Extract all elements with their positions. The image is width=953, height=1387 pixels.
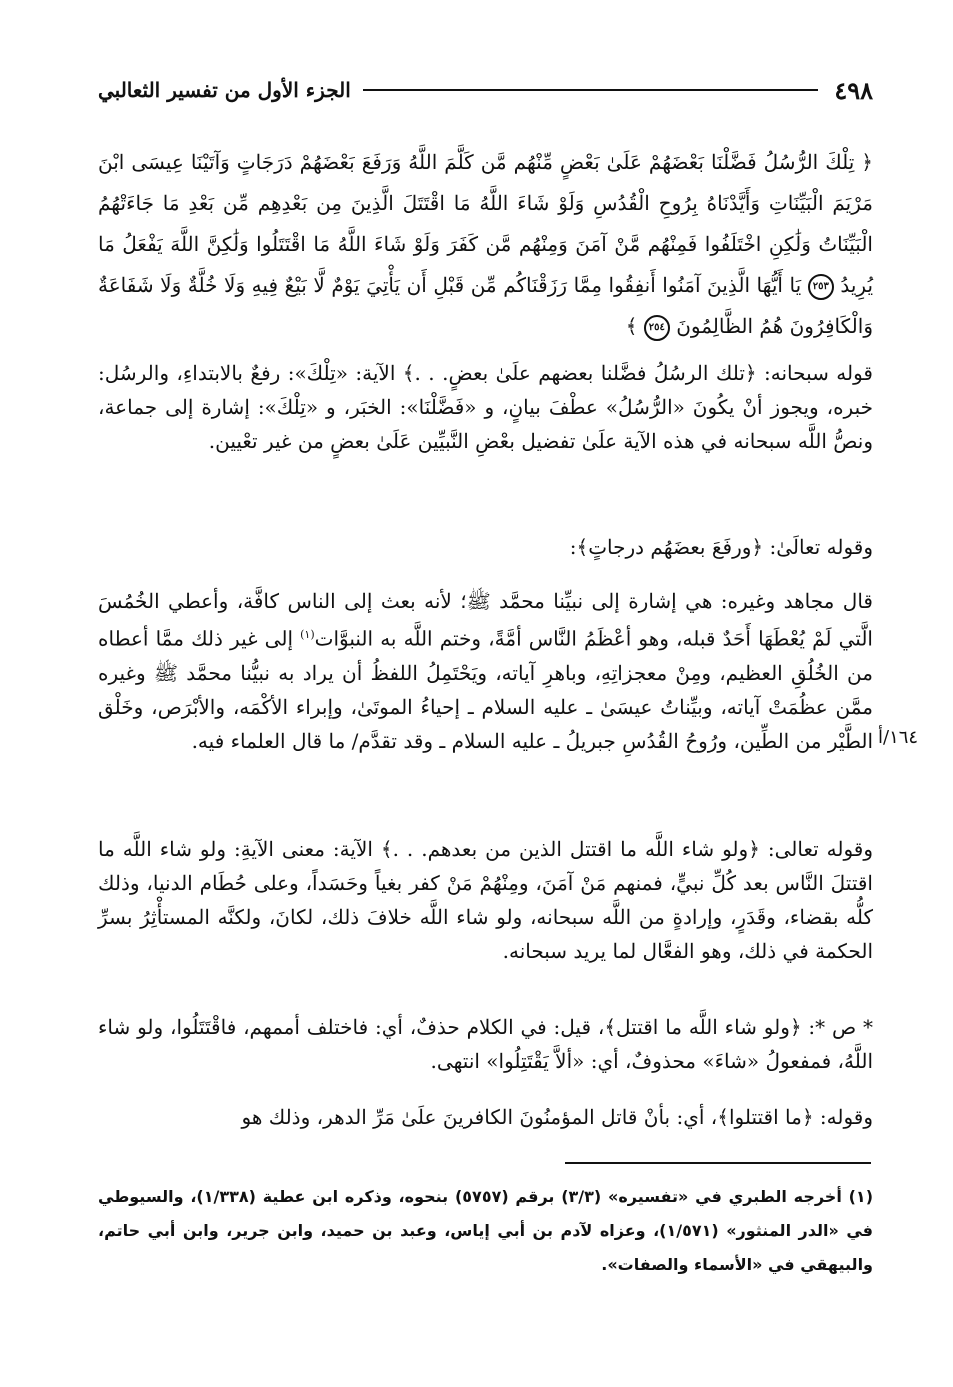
ayah-number-marker: ٢٥٤ [644,315,670,341]
paragraph-3-text-b: إلى غير ذلك ممَّا أعطاه من الخُلُقِ العظيم، ومِنْ معجزاتِهِ، وباهرِ آياته، ويَحْتَمِلُ اللفظُ أن يراد به نبيُّنا محمَّد ﷺ وغيره ممَّن عظُمَتْ آياته، وبيِّناتُ عيسَىٰ ـ عليه السلام ـ إحياءُ الموتَىٰ، وإبراء الأكْمَه، والأبْرَص، وخَلْق الطَّيْر من الطِّين، ورُوحُ القُدُسِ جبريلُ ـ عليه السلام ـ وقد تقدَّم/ ما قال العلماء فيه. [98,626,873,753]
page-header [98,70,873,110]
running-title: الجزء الأول من تفسير الثعالبي [98,78,351,102]
footnote-1: (١) أخرجه الطبري في «تفسيره» (٣/٣) برقم (٥٧٥٧) بنحوه، وذكره ابن عطية (١/٣٣٨)، والسيوطي في «الدر المنثور» (١/٥٧١)، وعزاه لآدم بن أبي إياس، وعبد بن حميد، وابن جرير، وابن أبي حاتم، والبيهقي في «الأسماء والصفات». [98,1187,873,1274]
footnote-reference[interactable]: (١) [300,628,315,641]
manuscript-folio-note: ١٦٤/أ [878,727,919,748]
quran-verse-block [98,142,873,347]
verse-close-bracket: ﴾ [625,314,638,338]
commentary-paragraph-4: وقوله تعالى: ﴿ولو شاء اللَّه ما اقتتل الذين من بعدهم. . .﴾ الآية: معنى الآيةِ: ولو شاء اللَّه ما اقتتلَ النَّاس بعد كُلِّ نبيٍّ، فمنهم مَنْ آمَنَ، ومِنْهُمْ مَنْ كفر بغياً وحَسَداً، وعلى حُطَام الدنيا، وذلك كلُّه بقضاء، وقَدَرٍ، وإرادةٍ من اللَّه سبحانه، ولو شاء اللَّه خلافَ ذلك، لكانَ، ولكنَّه المستأْثِرُ بسرِّ الحكمة في ذلك، وهو الفعَّال لما يريد سبحانه. [98,837,873,963]
header-rule [363,89,819,91]
commentary-paragraph-5: * ص *: ﴿ولو شاء اللَّه ما اقتتل﴾، قيل: في الكلام حذفٌ، أي: فاختلف أممهم، فاقْتَتَلُوا، ولو شاء اللَّهُ، فمفعولُ «شاءَ» محذوفٌ، أي: «ألاَّ يَقْتَتِلُوا» انتهى. [98,1015,873,1073]
commentary-paragraph-6: وقوله: ﴿ما اقتتلوا﴾، أي: بأنْ قاتل المؤمنُونَ الكافرينَ علَىٰ مَرِّ الدهر، وذلك هو [241,1105,873,1129]
paragraph-3-text-a: قال مجاهد وغيره: هي إشارة إلى نبيِّنا محمَّد ﷺ؛ لأنه بعث إلى الناس كافَّة، وأعطي الخُمُسَ الَّتي لَمْ يُعْطَهَا أَحَدٌ قبله، وهو أعْظَمُ النَّاس أمَّةً، وختم اللَّه به النبوَّات [98,589,873,651]
footnote-separator [565,1162,871,1164]
page-number: ٤٩٨ [834,75,873,105]
commentary-paragraph-3 [98,584,873,758]
ayah-number-marker: ٢٥٣ [808,274,834,300]
verse-text-part-1: ﴿ تِلْكَ الرُّسُلُ فَضَّلْنَا بَعْضَهُمْ عَلَىٰ بَعْضٍ مِّنْهُم مَّن كَلَّمَ اللَّهُ وَرَفَعَ بَعْضَهُمْ دَرَجَاتٍ وَآتَيْنَا عِيسَى ابْنَ مَرْيَمَ الْبَيِّنَاتِ وَأَيَّدْنَاهُ بِرُوحِ الْقُدُسِ وَلَوْ شَاءَ اللَّهُ مَا اقْتَتَلَ الَّذِينَ مِن بَعْدِهِم مِّن بَعْدِ مَا جَاءَتْهُمُ الْبَيِّنَاتُ وَلَٰكِنِ اخْتَلَفُوا فَمِنْهُم مَّنْ آمَنَ وَمِنْهُم مَّن كَفَرَ وَلَوْ شَاءَ اللَّهُ مَا اقْتَتَلُوا وَلَٰكِنَّ اللَّهَ يَفْعَلُ مَا يُرِيدُ [98,150,874,297]
verse-text-part-2: يَا أَيُّهَا الَّذِينَ آمَنُوا أَنفِقُوا مِمَّا رَزَقْنَاكُم مِّن قَبْلِ أَن يَأْتِيَ يَوْمٌ لَّا بَيْعٌ فِيهِ وَلَا خُلَّةٌ وَلَا شَفَاعَةٌ وَالْكَافِرُونَ هُمُ الظَّالِمُونَ [98,273,873,338]
commentary-paragraph-2: وقوله تعالَىٰ: ﴿ورفَعَ بعضَهُم درجاتٍ﴾: [569,535,873,559]
commentary-paragraph-1: قوله سبحانه: ﴿تلك الرسُلُ فضَّلنا بعضهم علَىٰ بعضٍ. . .﴾ الآية: «تِلْكَ»: رفعٌ بالابتداءِ، والرسُل: خبره، ويجوز أنْ يكُونَ «الرُّسُلُ» عطْفَ بيانٍ، و «فَضَّلْنَا»: الخبَر، و «تِلْكَ»: إشارة إلى جماعة، ونصُّ اللَّه سبحانه في هذه الآية علَىٰ تفضيل بعْضِ النَّبيِّين عَلَىٰ بعضٍ من غير تعْيين. [98,361,873,453]
